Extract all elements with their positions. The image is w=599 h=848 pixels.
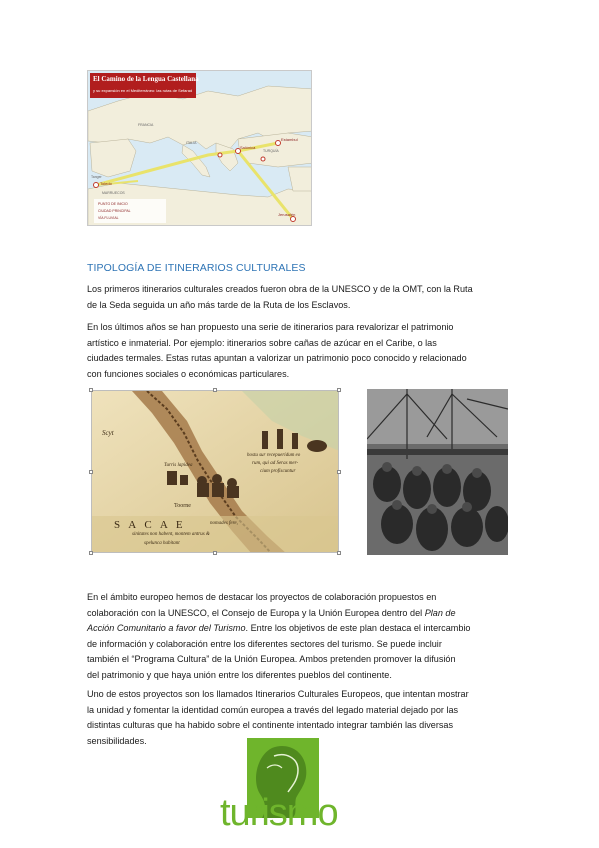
old-map-label-sacae: S A C A E [114,519,186,531]
map-title-banner [90,73,199,98]
old-map-label-turris: Turris lapidea [164,463,193,468]
map-label-salonica: Salónica [240,145,256,150]
map-legend-1: PUNTO DE INICIO [98,202,128,206]
text-line: artístico e inmaterial. Por ejemplo: itinerarios sobre cañas de azúcar en el Caribe, o las [87,337,437,348]
resize-handle-top-right[interactable] [337,388,341,392]
paragraph-recent-itineraries [87,320,517,382]
text-line: Uno de estos proyectos son los llamados Itinerarios Culturales Europeos, que intentan mostrar [87,689,469,699]
map-title-text: El Camino de la Lengua Castellana [93,75,199,83]
map-legend-2: CIUDAD PRINCIPAL [98,209,131,213]
resize-handle-top-center[interactable] [213,388,217,392]
slave-ship-drawing [367,389,508,555]
old-map-label-toorne: Toorne [174,503,191,509]
plan-title-italic-cont: Acción Comunitario a favor del Turismo [87,623,246,633]
paragraph-first-itineraries [87,282,517,313]
text-line: con funciones sociales o económicas particulares. [87,368,290,379]
text-line: también el “Programa Cultura” de la Unión Europea. Ambos pretenden promover la difusión [87,654,456,664]
plan-title-italic: Plan de [424,607,456,618]
map-label-estambul: Estambul [281,137,298,142]
route-map-image [87,70,312,226]
resize-handle-bottom-left[interactable] [89,551,93,555]
map-label-tanger: Tanger [91,175,102,179]
text-line: de la Seda seguida un año más tarde de la Ruta de los Esclavos. [87,299,351,310]
text-line: ciudades termales. Estas rutas apuntan a valorizar un patrimonio poco conocido y relacionado [87,353,467,363]
map-label-toledo: Toledo [100,181,112,186]
map-label-turquia: TURQUÍA [263,149,279,153]
turismo-wordmark: turismo [220,792,338,834]
text-run: colaboración con la UNESCO, el Consejo de Europa y la Unión Europea dentro del [87,607,425,618]
resize-handle-bottom-right[interactable] [337,551,341,555]
map-label-italia: ITALIA [186,141,197,145]
text-line: del patrimonio y que haya unión entre los diferentes pueblos del continente. [87,669,392,680]
text-line: sensibilidades. [87,735,147,746]
map-label-francia: FRANCIA [138,123,154,127]
text-line: la unidad y fomentar la identidad común europea a través del legado material dejado por las [87,704,459,715]
old-map-label-sacae-sub2: sinitates non habent, montem antrus & [132,532,210,537]
paragraph-european-projects [87,590,517,683]
resize-handle-top-left[interactable] [89,388,93,392]
text-run: . Entre los objetivos de este plan destaca el intercambio [245,623,471,633]
old-map-label-hostes2: rum, qui ad Seras mer- [252,461,299,466]
resize-handle-bottom-center[interactable] [213,551,217,555]
text-line: En los últimos años se han propuesto una serie de itinerarios para revalorizar el patrimonio [87,322,454,332]
text-line: Los primeros itinerarios culturales creados fueron obra de la UNESCO y de la OMT, con la Ruta [87,284,473,294]
old-map-label-scyt: Scyt [102,429,114,437]
text-line: de información y colaboración entre los diferentes sectores del turismo. Se puede incluir [87,638,442,649]
old-map-label-sacae-sub3: spelunca habitant [144,541,180,546]
old-map-label-sacae-sub1: nomades fere, [210,521,238,526]
old-map-label-hostes: hostu sur recepueridum eo [247,453,301,458]
map-label-marruecos: MARRUECOS [102,191,125,195]
text-line: distintas culturas que ha habido sobre el continente intentado integrar también las diversas [87,720,453,730]
resize-handle-middle-right[interactable] [337,470,341,474]
map-subtitle-text: y su expansión en el Mediterráneo: las rutas de Sefarad [93,88,193,93]
old-map-illustration[interactable] [91,390,339,553]
text-line [87,621,517,637]
section-heading: TIPOLOGÍA DE ITINERARIOS CULTURALES [87,262,306,274]
text-line [87,606,517,622]
slave-ship-engraving [367,389,508,555]
turismo-logo [212,738,357,842]
old-map-label-hostes3: cium profiscuntur [260,469,296,474]
text-line: En el ámbito europeo hemos de destacar los proyectos de colaboración propuestos en [87,592,437,602]
map-legend-3: VÍA FLUVIAL [98,216,119,220]
resize-handle-middle-left[interactable] [89,470,93,474]
map-label-jerusalen: Jerusalén [278,212,296,217]
